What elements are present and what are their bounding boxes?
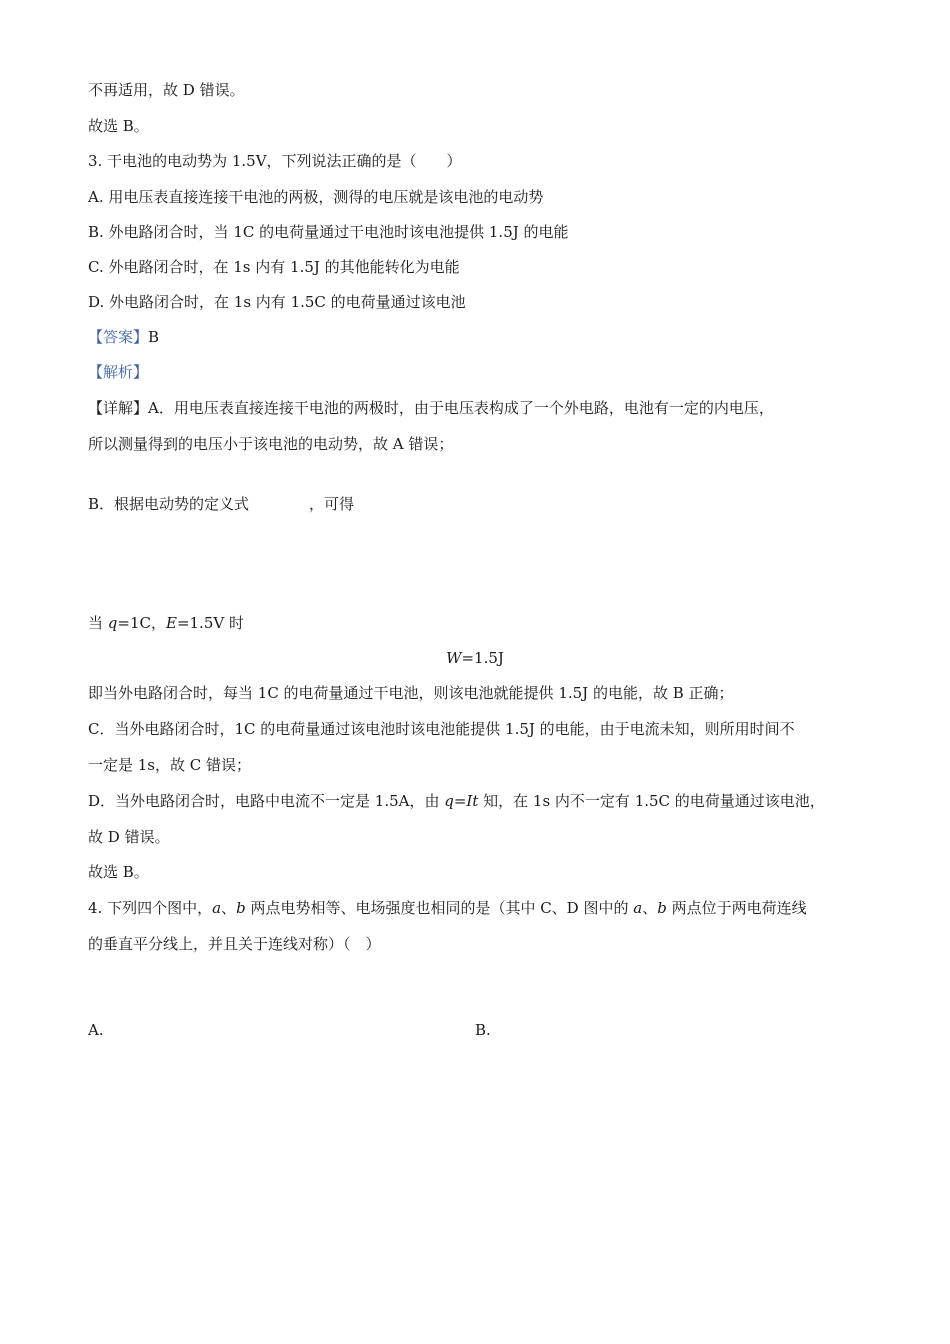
q3-answer [88, 327, 159, 347]
when-e: E [165, 614, 177, 632]
q3-detail-when [88, 613, 244, 633]
q4-stem-line1 [88, 898, 807, 918]
q4-sep-2: 、 [642, 899, 658, 917]
q4-point-a-2: a [633, 899, 643, 917]
eq-w: W [446, 649, 462, 667]
q3-option-c: C. 外电路闭合时，在 1s 内有 1.5J 的其他能转化为电能 [88, 258, 460, 276]
q4-stem-mid: 两点电势相等、电场强度也相同的是（其中 C、D 图中的 [245, 899, 634, 917]
detail-b1-pre: B．根据电动势的定义式 [88, 495, 250, 513]
eq-rest: =1.5J [461, 649, 504, 667]
q3-detail-d2: 故 D 错误。 [88, 828, 170, 846]
q3-stem: 3. 干电池的电动势为 1.5V，下列说法正确的是（ ） [88, 152, 462, 170]
q3-option-b: B. 外电路闭合时，当 1C 的电荷量通过干电池时该电池提供 1.5J 的电能 [88, 223, 569, 241]
when-post: =1.5V 时 [176, 614, 244, 632]
q3-detail-b3: 即当外电路闭合时，每当 1C 的电荷量通过干电池，则该电池就能提供 1.5J 的电能，故 B 正确； [88, 684, 734, 702]
when-mid: =1C， [117, 614, 166, 632]
prev-conclusion: 不再适用，故 D 错误。 [88, 81, 245, 99]
when-pre: 当 [88, 614, 108, 632]
q3-detail-a1 [88, 398, 774, 418]
q3-detail-c2: 一定是 1s，故 C 错误； [88, 756, 252, 774]
q3-detail-d1 [88, 791, 825, 811]
detail-tag: 【详解】 [88, 399, 149, 417]
q3-analysis-tag [88, 362, 148, 382]
q3-equation-w [0, 648, 950, 668]
q4-option-b: B. [475, 1021, 491, 1039]
q3-detail-c1: C．当外电路闭合时，1C 的电荷量通过该电池时该电池能提供 1.5J 的电能，由于电流未知，则所用时间不 [88, 720, 795, 738]
detail-d1-formula: q=It [444, 792, 479, 810]
when-q: q [107, 614, 118, 632]
q4-point-b: b [236, 899, 246, 917]
prev-choice: 故选 B。 [88, 117, 149, 135]
q3-detail-a2: 所以测量得到的电压小于该电池的电动势，故 A 错误； [88, 435, 454, 453]
q3-detail-b1 [88, 494, 354, 514]
detail-b1-post: ，可得 [309, 495, 355, 513]
analysis-tag: 【解析】 [88, 363, 149, 381]
detail-d1-post: 知，在 1s 内不一定有 1.5C 的电荷量通过该电池， [478, 792, 825, 810]
q3-option-a: A. 用电压表直接连接干电池的两极，测得的电压就是该电池的电动势 [88, 188, 544, 206]
q4-point-a: a [212, 899, 222, 917]
answer-value: B [148, 328, 160, 346]
q4-sep: 、 [221, 899, 237, 917]
q4-stem-pre: 4. 下列四个图中， [88, 899, 213, 917]
q4-option-a: A. [88, 1021, 104, 1039]
answer-tag: 【答案】 [88, 328, 149, 346]
q3-choice: 故选 B。 [88, 863, 149, 881]
q3-option-d: D. 外电路闭合时，在 1s 内有 1.5C 的电荷量通过该电池 [88, 293, 466, 311]
detail-d1-pre: D．当外电路闭合时，电路中电流不一定是 1.5A，由 [88, 792, 445, 810]
q4-point-b-2: b [657, 899, 667, 917]
detail-a1-text: A．用电压表直接连接干电池的两极时，由于电压表构成了一个外电路，电池有一定的内电压， [148, 399, 774, 417]
q4-stem-line2: 的垂直平分线上，并且关于连线对称）（ ） [88, 935, 381, 953]
q4-stem-post: 两点位于两电荷连线 [666, 899, 807, 917]
